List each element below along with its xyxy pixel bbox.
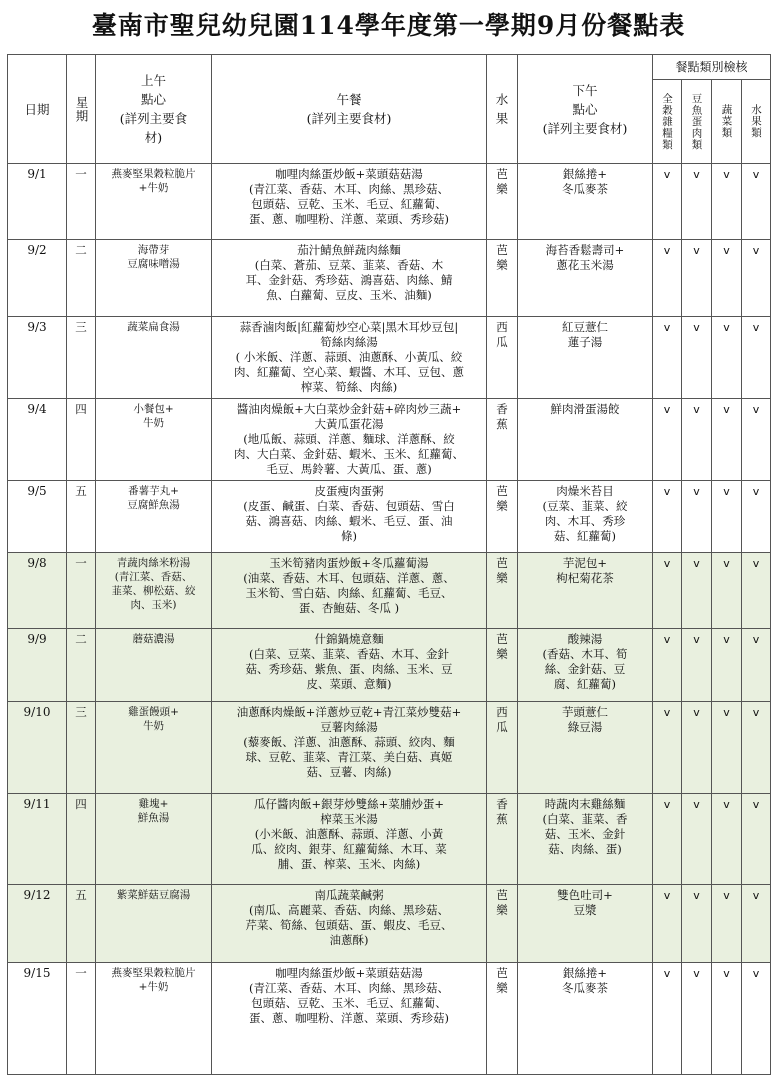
header-am-snack: 上午 點心 (詳列主要食 材) xyxy=(96,55,212,164)
date-cell: 9/11 xyxy=(8,794,67,885)
am-snack-cell: 雞塊+ 鮮魚湯 xyxy=(96,794,212,885)
weekday-cell: 二 xyxy=(67,629,96,702)
pm-snack-cell: 雙色吐司+ 豆漿 xyxy=(518,885,653,963)
pm-snack-cell: 芋頭薏仁 綠豆湯 xyxy=(518,702,653,794)
check-mark-cell: v xyxy=(653,963,682,1075)
date-cell: 9/2 xyxy=(8,240,67,317)
check-mark-cell: v xyxy=(653,885,682,963)
weekday-cell: 二 xyxy=(67,240,96,317)
weekday-cell: 五 xyxy=(67,481,96,553)
lunch-cell: 咖哩肉絲蛋炒飯+菜頭菇菇湯 (青江菜、香菇、木耳、肉絲、黑珍菇、 包頭菇、豆乾、玉米、毛豆、紅蘿蔔、 蛋、蔥、咖哩粉、洋蔥、菜頭、秀珍菇) xyxy=(212,164,487,240)
check-mark-cell: v xyxy=(682,481,712,553)
check-mark-cell: v xyxy=(653,794,682,885)
check-mark-cell: v xyxy=(742,240,771,317)
weekday-cell: 一 xyxy=(67,164,96,240)
date-cell: 9/3 xyxy=(8,317,67,399)
lunch-cell: 皮蛋瘦肉蛋粥 (皮蛋、鹹蛋、白菜、香菇、包頭菇、雪白 菇、鴻喜菇、肉絲、蝦米、毛豆、蛋、油 條) xyxy=(212,481,487,553)
date-cell: 9/15 xyxy=(8,963,67,1075)
header-weekday: 星期 xyxy=(67,55,96,164)
lunch-cell: 茄汁鯖魚鮮蔬肉絲麵 (白菜、蒼茄、豆菜、韮菜、香菇、木 耳、金針菇、秀珍菇、鴻喜菇、肉絲、鯖 魚、白蘿蔔、豆皮、玉米、油麵) xyxy=(212,240,487,317)
table-row xyxy=(8,317,771,399)
header-check-fruit: 水果類 xyxy=(742,80,771,164)
check-mark-cell: v xyxy=(742,399,771,481)
fruit-cell: 芭 樂 xyxy=(487,481,518,553)
table-row xyxy=(8,553,771,629)
am-snack-cell: 青蔬肉絲米粉湯 (青江菜、香菇、 韮菜、柳松菇、絞 肉、玉米) xyxy=(96,553,212,629)
date-cell: 9/1 xyxy=(8,164,67,240)
header-check-protein: 豆魚蛋肉類 xyxy=(682,80,712,164)
table-row xyxy=(8,794,771,885)
date-cell: 9/4 xyxy=(8,399,67,481)
am-snack-cell: 蘑菇濃湯 xyxy=(96,629,212,702)
pm-snack-cell: 肉燥米苔目 (豆菜、韮菜、絞 肉、木耳、秀珍 菇、紅蘿蔔) xyxy=(518,481,653,553)
fruit-cell: 芭 樂 xyxy=(487,963,518,1075)
check-mark-cell: v xyxy=(712,885,742,963)
check-mark-cell: v xyxy=(653,702,682,794)
pm-snack-cell: 海苔香鬆壽司+ 蔥花玉米湯 xyxy=(518,240,653,317)
weekday-cell: 一 xyxy=(67,963,96,1075)
weekday-cell: 三 xyxy=(67,317,96,399)
check-mark-cell: v xyxy=(742,794,771,885)
check-mark-cell: v xyxy=(653,629,682,702)
table-row xyxy=(8,885,771,963)
table-row xyxy=(8,481,771,553)
check-mark-cell: v xyxy=(712,317,742,399)
lunch-cell: 南瓜蔬菜鹹粥 (南瓜、高麗菜、香菇、肉絲、黑珍菇、 芹菜、筍絲、包頭菇、蛋、蝦皮、毛豆、 油蔥酥) xyxy=(212,885,487,963)
check-mark-cell: v xyxy=(682,885,712,963)
header-check-grains: 全穀雜糧類 xyxy=(653,80,682,164)
fruit-cell: 芭 樂 xyxy=(487,629,518,702)
date-cell: 9/5 xyxy=(8,481,67,553)
date-cell: 9/12 xyxy=(8,885,67,963)
header-check-vegetable: 蔬菜類 xyxy=(712,80,742,164)
am-snack-cell: 紫菜鮮菇豆腐湯 xyxy=(96,885,212,963)
fruit-cell: 芭 樂 xyxy=(487,240,518,317)
table-row xyxy=(8,164,771,240)
pm-snack-cell: 紅豆薏仁 蓮子湯 xyxy=(518,317,653,399)
header-fruit: 水 果 xyxy=(487,55,518,164)
header-lunch: 午餐 (詳列主要食材) xyxy=(212,55,487,164)
check-mark-cell: v xyxy=(653,399,682,481)
check-mark-cell: v xyxy=(682,317,712,399)
fruit-cell: 芭 樂 xyxy=(487,553,518,629)
fruit-cell: 芭 樂 xyxy=(487,885,518,963)
date-cell: 9/9 xyxy=(8,629,67,702)
pm-snack-cell: 鮮肉滑蛋湯餃 xyxy=(518,399,653,481)
pm-snack-cell: 銀絲捲+ 冬瓜麥茶 xyxy=(518,963,653,1075)
table-row xyxy=(8,629,771,702)
lunch-cell: 油蔥酥肉燥飯+洋蔥炒豆乾+青江菜炒雙菇+ 豆薯肉絲湯 (藜麥飯、洋蔥、油蔥酥、蒜頭、絞肉、麵 球、豆乾、韮菜、青江菜、美白菇、真姬 菇、豆薯、肉絲) xyxy=(212,702,487,794)
lunch-cell: 什錦鍋燒意麵 (白菜、豆菜、韮菜、香菇、木耳、金針 菇、秀珍菇、紫魚、蛋、肉絲、玉米、豆 皮、菜頭、意麵) xyxy=(212,629,487,702)
check-mark-cell: v xyxy=(653,164,682,240)
weekday-cell: 四 xyxy=(67,794,96,885)
pm-snack-cell: 芋泥包+ 枸杞菊花茶 xyxy=(518,553,653,629)
check-mark-cell: v xyxy=(712,240,742,317)
check-mark-cell: v xyxy=(682,240,712,317)
lunch-cell: 蒜香滷肉飯|紅蘿蔔炒空心菜|黑木耳炒豆包| 筍絲肉絲湯 ( 小米飯、洋蔥、蒜頭、油蔥酥、小黃瓜、絞 肉、紅蘿蔔、空心菜、蝦醬、木耳、豆包、蔥 榨菜、筍絲、肉絲) xyxy=(212,317,487,399)
check-mark-cell: v xyxy=(712,399,742,481)
table-row xyxy=(8,240,771,317)
lunch-cell: 醬油肉燥飯+大白菜炒金針菇+碎肉炒三蔬+ 大黃瓜蛋花湯 (地瓜飯、蒜頭、洋蔥、麵球、洋蔥酥、絞 肉、大白菜、金針菇、蝦米、玉米、紅蘿蔔、 毛豆、馬鈴薯、大黃瓜、蛋、蔥) xyxy=(212,399,487,481)
check-mark-cell: v xyxy=(742,702,771,794)
lunch-cell: 玉米筍豬肉蛋炒飯+冬瓜蘿蔔湯 (油菜、香菇、木耳、包頭菇、洋蔥、蔥、 玉米筍、雪白菇、肉絲、紅蘿蔔、毛豆、 蛋、杏鮑菇、冬瓜 ) xyxy=(212,553,487,629)
check-mark-cell: v xyxy=(712,702,742,794)
meal-table xyxy=(7,54,771,1075)
fruit-cell: 香 蕉 xyxy=(487,399,518,481)
check-mark-cell: v xyxy=(712,963,742,1075)
check-mark-cell: v xyxy=(682,399,712,481)
pm-snack-cell: 時蔬肉末雞絲麵 (白菜、韮菜、香 菇、玉米、金針 菇、肉絲、蛋) xyxy=(518,794,653,885)
check-mark-cell: v xyxy=(682,963,712,1075)
check-mark-cell: v xyxy=(682,702,712,794)
check-mark-cell: v xyxy=(682,164,712,240)
check-mark-cell: v xyxy=(712,553,742,629)
weekday-cell: 五 xyxy=(67,885,96,963)
am-snack-cell: 蔬菜扁食湯 xyxy=(96,317,212,399)
check-mark-cell: v xyxy=(653,240,682,317)
table-row xyxy=(8,702,771,794)
check-mark-cell: v xyxy=(742,317,771,399)
table-row xyxy=(8,963,771,1075)
check-mark-cell: v xyxy=(653,553,682,629)
fruit-cell: 西 瓜 xyxy=(487,317,518,399)
fruit-cell: 香 蕉 xyxy=(487,794,518,885)
check-mark-cell: v xyxy=(712,481,742,553)
am-snack-cell: 燕麥堅果穀粒脆片 +牛奶 xyxy=(96,963,212,1075)
am-snack-cell: 小餐包+ 牛奶 xyxy=(96,399,212,481)
am-snack-cell: 燕麥堅果穀粒脆片 +牛奶 xyxy=(96,164,212,240)
check-mark-cell: v xyxy=(682,794,712,885)
check-mark-cell: v xyxy=(742,963,771,1075)
check-mark-cell: v xyxy=(712,164,742,240)
date-cell: 9/8 xyxy=(8,553,67,629)
weekday-cell: 一 xyxy=(67,553,96,629)
check-mark-cell: v xyxy=(682,629,712,702)
pm-snack-cell: 酸辣湯 (香菇、木耳、筍 絲、金針菇、豆 腐、紅蘿蔔) xyxy=(518,629,653,702)
am-snack-cell: 海帶芽 豆腐味噌湯 xyxy=(96,240,212,317)
check-mark-cell: v xyxy=(742,164,771,240)
check-mark-cell: v xyxy=(742,481,771,553)
table-row xyxy=(8,399,771,481)
weekday-cell: 四 xyxy=(67,399,96,481)
check-mark-cell: v xyxy=(742,885,771,963)
check-mark-cell: v xyxy=(653,317,682,399)
check-mark-cell: v xyxy=(742,629,771,702)
check-mark-cell: v xyxy=(682,553,712,629)
am-snack-cell: 番薯芋丸+ 豆腐鮮魚湯 xyxy=(96,481,212,553)
check-mark-cell: v xyxy=(653,481,682,553)
check-mark-cell: v xyxy=(712,794,742,885)
header-pm-snack: 下午 點心 (詳列主要食材) xyxy=(518,55,653,164)
check-mark-cell: v xyxy=(742,553,771,629)
header-check-group: 餐點類別檢核 xyxy=(653,55,771,80)
am-snack-cell: 雞蛋饅頭+ 牛奶 xyxy=(96,702,212,794)
pm-snack-cell: 銀絲捲+ 冬瓜麥茶 xyxy=(518,164,653,240)
lunch-cell: 咖哩肉絲蛋炒飯+菜頭菇菇湯 (青江菜、香菇、木耳、肉絲、黑珍菇、 包頭菇、豆乾、玉米、毛豆、紅蘿蔔、 蛋、蔥、咖哩粉、洋蔥、菜頭、秀珍菇) xyxy=(212,963,487,1075)
fruit-cell: 芭 樂 xyxy=(487,164,518,240)
fruit-cell: 西 瓜 xyxy=(487,702,518,794)
date-cell: 9/10 xyxy=(8,702,67,794)
weekday-cell: 三 xyxy=(67,702,96,794)
page-title: 臺南市聖兒幼兒園114學年度第一學期9月份餐點表 xyxy=(91,11,686,40)
check-mark-cell: v xyxy=(712,629,742,702)
lunch-cell: 瓜仔醬肉飯+銀芽炒雙絲+菜脯炒蛋+ 榨菜玉米湯 (小米飯、油蔥酥、蒜頭、洋蔥、小黃 瓜、絞肉、銀芽、紅蘿蔔絲、木耳、菜 脯、蛋、榨菜、玉米、肉絲) xyxy=(212,794,487,885)
header-date: 日期 xyxy=(8,55,67,164)
